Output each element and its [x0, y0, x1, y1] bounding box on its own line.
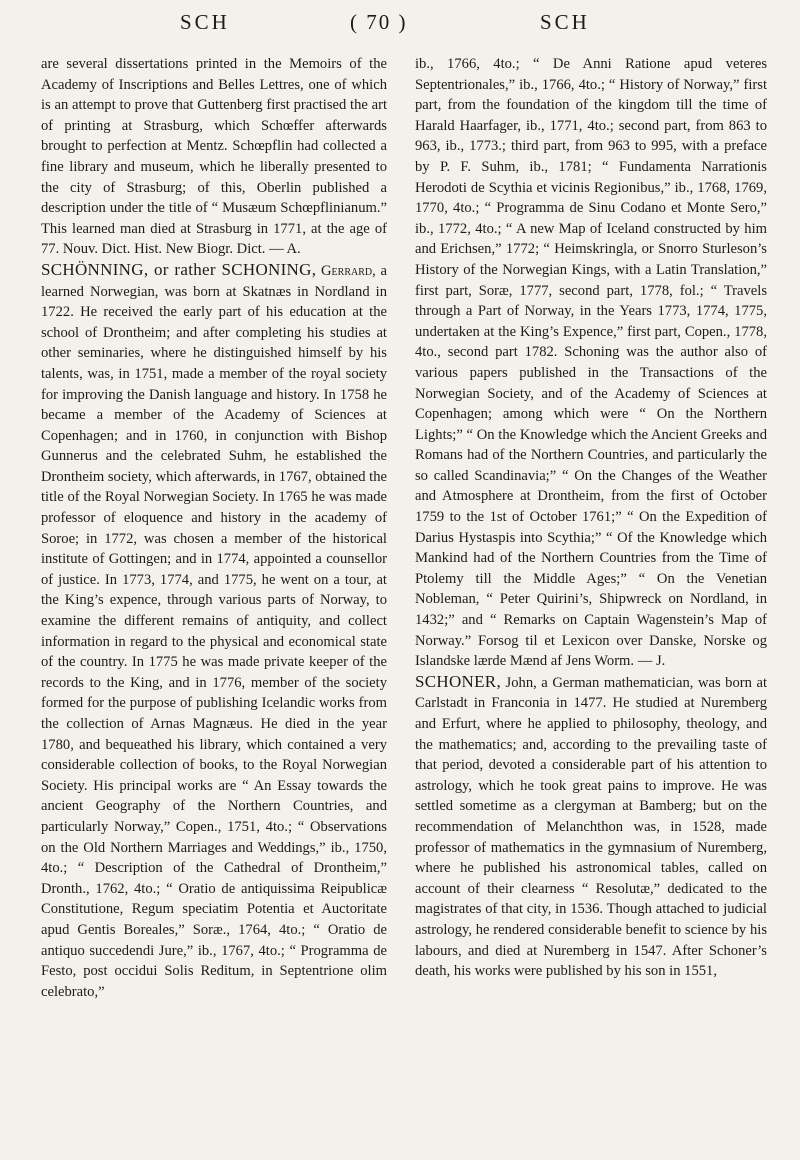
entry-schoner: [415, 672, 767, 982]
right-column: [415, 54, 767, 982]
entry-headword: SCHONER,: [415, 671, 501, 691]
entry-forename: Gerrard,: [321, 262, 376, 279]
entry-body: a learned Norwegian, was born at Skatnæs in Nordland in 1722. He received the early part of his education at the school of Drontheim; and after completing his studies at other seminaries, where he distinguished himself by his talents, was, in 1751, made a member of the royal society for improving the Danish language and history. In 1758 he became a member of the Academy of Sciences at Copenhagen; and in 1760, in conjunction with Bishop Gunnerus and the celebrated Suhm, he established the Drontheim society, which afterwards, in 1767, obtained the title of the Royal Norwegian Society. In 1765 he was made professor of eloquence and history in the academy of Soroe; in 1772, was chosen a member of the historical institute of Gottingen; and in 1774, appointed a counsellor of justice. In 1773, 1774, and 1775, he went on a tour, at the King’s expence, through various parts of Norway, to examine the different remains of antiquity, and collect information in regard to the physical and economical state of the country. In 1775 he was made private keeper of the records to the King, and in 1776, member of the society formed for the purpose of publishing Icelandic works from the collection of Arnas Magnæus. He died in the year 1780, and bequeathed his library, which contained a very considerable collection of books, to the Royal Norwegian Society. His principal works are “ An Essay towards the ancient Geography of the Northern Countries, and particularly Norway,” Copen., 1751, 4to.; “ Observations on the Old Northern Marriages and Weddings,” ib., 1750, 4to.; “ Description of the Cathedral of Drontheim,” Dronth., 1762, 4to.; “ Oratio de antiquissima Reipublicæ Constitutione, Regum speciatim Potentia et Auctoritate apud Gentis Boreales,” Soræ., 1764, 4to.; “ Oratio de antiquo succedendi Jure,” ib., 1767, 4to.; “ Programma de Festo, post occidui Solis Reditum, in Septentrione olim celebrato,”: [41, 262, 387, 1000]
page-number: ( 70 ): [350, 10, 408, 34]
entry-body: John, a German mathematician, was born at Carlstadt in Franconia in 1477. He studied at Nuremberg and Erfurt, where he applied to philosophy, theology, and the mathematics; and, according to the prevailing taste of that period, devoted a considerable part of his attention to astrology, which he took great pains to improve. He was settled sometime as a clergyman at Bamberg; but on the recommendation of Melanchthon was, in 1528, made professor of mathematics in the gymnasium of Nuremberg, where he published his astronomical tables, called on account of their clearness “ Resolutæ,” dedicated to the magistrates of that city, in 1536. Though attached to judicial astrology, he rendered considerable benefit to science by his labours, and died at Nuremberg in 1547. After Schoner’s death, his works were published by his son in 1551,: [415, 674, 767, 980]
entry-headword: SCHÖNNING, or rather SCHONING,: [41, 259, 317, 279]
running-header: [0, 10, 800, 46]
continued-entry-text: ib., 1766, 4to.; “ De Anni Ratione apud veteres Septentrionales,” ib., 1766, 4to.; “ History of Norway,” first part, from the foundation of the kingdom till the time of Harald Haarfager, ib., 1771, 4to.; second part, from 863 to 963, ib., 1773.; third part, from 963 to 995, with a preface by P. F. Suhm, ib., 1781; “ Fundamenta Narrationis Herodoti de Scythia et vicinis Regionibus,” ib., 1768, 1769, 1770, 4to.; “ Programma de Sinu Codano et Monte Sero,” ib., 1772, 4to.; “ A new Map of Iceland constructed by him and Erichsen,” 1772; “ Heimskringla, or Snorro Sturleson’s History of the Norwegian Kings, with a Latin Translation,” first part, Soræ, 1777, second part, 1778, fol.; “ Travels through a Part of Norway, in the Years 1773, 1774, 1775, undertaken at the King’s Expence,” first part, Copen., 1778, 4to., second part 1782. Schoning was the author also of various papers published in the Transactions of the Norwegian Society, and of the Academy of Sciences at Copenhagen; among which were “ On the Northern Lights;” “ On the Knowledge which the Ancient Greeks and Romans had of the Northern Countries, and particularly the so called Scandinavia;” “ On the Changes of the Weather and Atmosphere at Drontheim, from the first of October 1759 to the 1st of October 1761;” “ On the Expedition of Darius Hystaspis into Scythia;” “ Of the Knowledge which Mankind had of the Northern Countries from the Time of Ptolemy till the Middle Ages;” “ On the Venetian Nobleman, “ Peter Quirini’s, Shipwreck on Nordland, in 1432;” and “ Remarks on Captain Wagenstein’s Map of Norway.” Forsog til et Lexicon over Danske, Norske og Islandske lærde Mænd af Jens Worm. — J.: [415, 56, 767, 670]
entry-schonning: [41, 260, 387, 1002]
left-column: [41, 54, 387, 1002]
header-right: SCH: [540, 10, 590, 34]
header-left: SCH: [180, 10, 230, 34]
continued-entry-text: are several dissertations printed in the Memoirs of the Academy of Inscriptions and Belles Lettres, one of which is an attempt to prove that Guttenberg first practised the art of printing at Strasburg, which Schœffer afterwards brought to perfection at Mentz. Schœpflin had collected a fine library and museum, which he liberally presented to the city of Strasburg; of this, Oberlin published a description under the title of “ Musæum Schœpflinianum.” This learned man died at Strasburg in 1771, at the age of 77. Nouv. Dict. Hist. New Biogr. Dict. — A.: [41, 56, 387, 258]
